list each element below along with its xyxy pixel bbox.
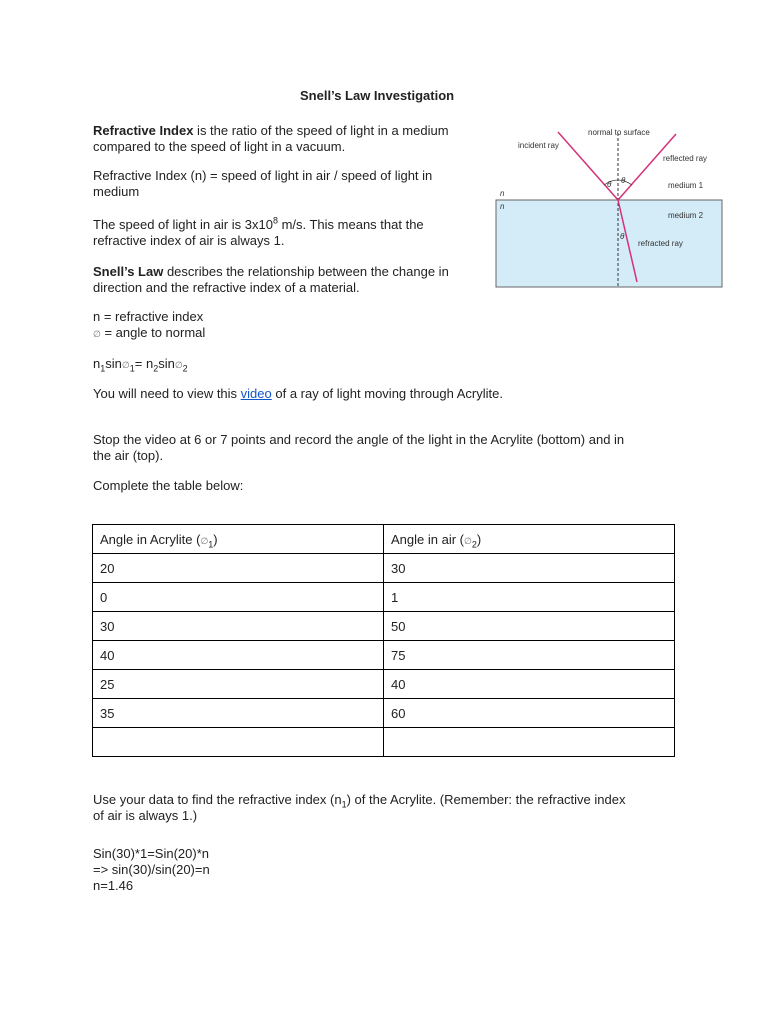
- text: compared to the speed of light in a vacuum.: [93, 139, 346, 154]
- page-title: Snell’s Law Investigation: [300, 88, 455, 103]
- label-medium1: medium 1: [668, 181, 704, 190]
- header-acrylite: Angle in Acrylite $(\emptyset_1)$: [93, 525, 384, 554]
- label-n1: n: [500, 189, 505, 198]
- formula-paragraph: [93, 168, 432, 200]
- label-n2: n: [500, 202, 505, 211]
- cell[interactable]: 30: [384, 554, 675, 583]
- cell[interactable]: 50: [384, 612, 675, 641]
- air-speed-paragraph: [93, 217, 424, 249]
- stop-instruction: Stop the video at 6 or 7 points and record the angle of the light in the Acrylite (bottom) and in the air (top).: [93, 432, 625, 463]
- cell[interactable]: 60: [384, 699, 675, 728]
- label-incident: incident ray: [518, 141, 559, 150]
- text: refractive index of air is always 1.: [93, 233, 285, 248]
- table-row: [93, 554, 675, 583]
- definitions: [93, 309, 205, 342]
- complete-instruction: Complete the table below:: [93, 478, 244, 493]
- label-medium2: medium 2: [668, 211, 704, 220]
- text: m/s. This means that the: [277, 217, 424, 232]
- text: = angle to normal: [100, 325, 206, 340]
- cell[interactable]: 20: [93, 554, 384, 583]
- table-row: [93, 699, 675, 728]
- theta2: θ: [620, 232, 625, 241]
- text: describes the relationship between the change in: [163, 264, 449, 279]
- refraction-diagram: [480, 115, 730, 295]
- theta1-right: θ: [621, 176, 626, 185]
- text: is the ratio of the speed of light in a medium: [193, 123, 449, 138]
- table-row: [93, 612, 675, 641]
- snells-formula: $n_1\sin\emptyset_1=$ $n_2\sin\emptyset_2$: [93, 356, 188, 374]
- header-air: Angle in air $(\emptyset_2)$: [384, 525, 675, 554]
- refractive-index-paragraph: [93, 123, 449, 155]
- exponent: 8: [272, 215, 278, 226]
- table-row: [93, 670, 675, 699]
- text: direction and the refractive index of a material.: [93, 280, 360, 295]
- table-row: [93, 728, 675, 757]
- cell[interactable]: 1: [384, 583, 675, 612]
- cell[interactable]: 75: [384, 641, 675, 670]
- theta1-left: θ: [607, 180, 612, 189]
- cell[interactable]: 40: [384, 670, 675, 699]
- reflected-ray: [618, 134, 676, 200]
- table-header-row: [93, 525, 675, 554]
- cell[interactable]: [93, 728, 384, 757]
- text: Refractive Index (n) = speed of light in air / speed of light in: [93, 168, 433, 183]
- cell[interactable]: 0: [93, 583, 384, 612]
- phi-symbol: ∅: [93, 329, 101, 339]
- video-link[interactable]: video: [240, 386, 272, 401]
- incident-ray: [558, 132, 618, 200]
- table-row: [93, 641, 675, 670]
- label-reflected: reflected ray: [663, 154, 708, 163]
- table-row: [93, 583, 675, 612]
- video-instruction: You will need to view this video of a ray of light moving through Acrylite.: [93, 386, 503, 401]
- label-normal: normal to surface: [588, 128, 650, 137]
- data-table: [92, 524, 675, 757]
- text: n = refractive index: [93, 309, 204, 324]
- text: medium: [93, 184, 140, 199]
- label-refracted: refracted ray: [638, 239, 683, 248]
- snells-law-paragraph: [93, 264, 449, 296]
- cell[interactable]: 25: [93, 670, 384, 699]
- cell[interactable]: [384, 728, 675, 757]
- cell[interactable]: 40: [93, 641, 384, 670]
- term: Refractive Index: [93, 123, 194, 138]
- cell[interactable]: 30: [93, 612, 384, 641]
- term: Snell’s Law: [93, 264, 164, 279]
- cell[interactable]: 35: [93, 699, 384, 728]
- use-data-instruction: Use your data to find the refractive index $(n_1)$ of the Acrylite. (Remember: the refractive index of air is always 1.): [93, 792, 626, 823]
- text: The speed of light in air is 3x10: [93, 217, 273, 232]
- calculation: Sin(30)*1=Sin(20)*n => sin(30)/sin(20)=n n=1.46: [93, 846, 210, 893]
